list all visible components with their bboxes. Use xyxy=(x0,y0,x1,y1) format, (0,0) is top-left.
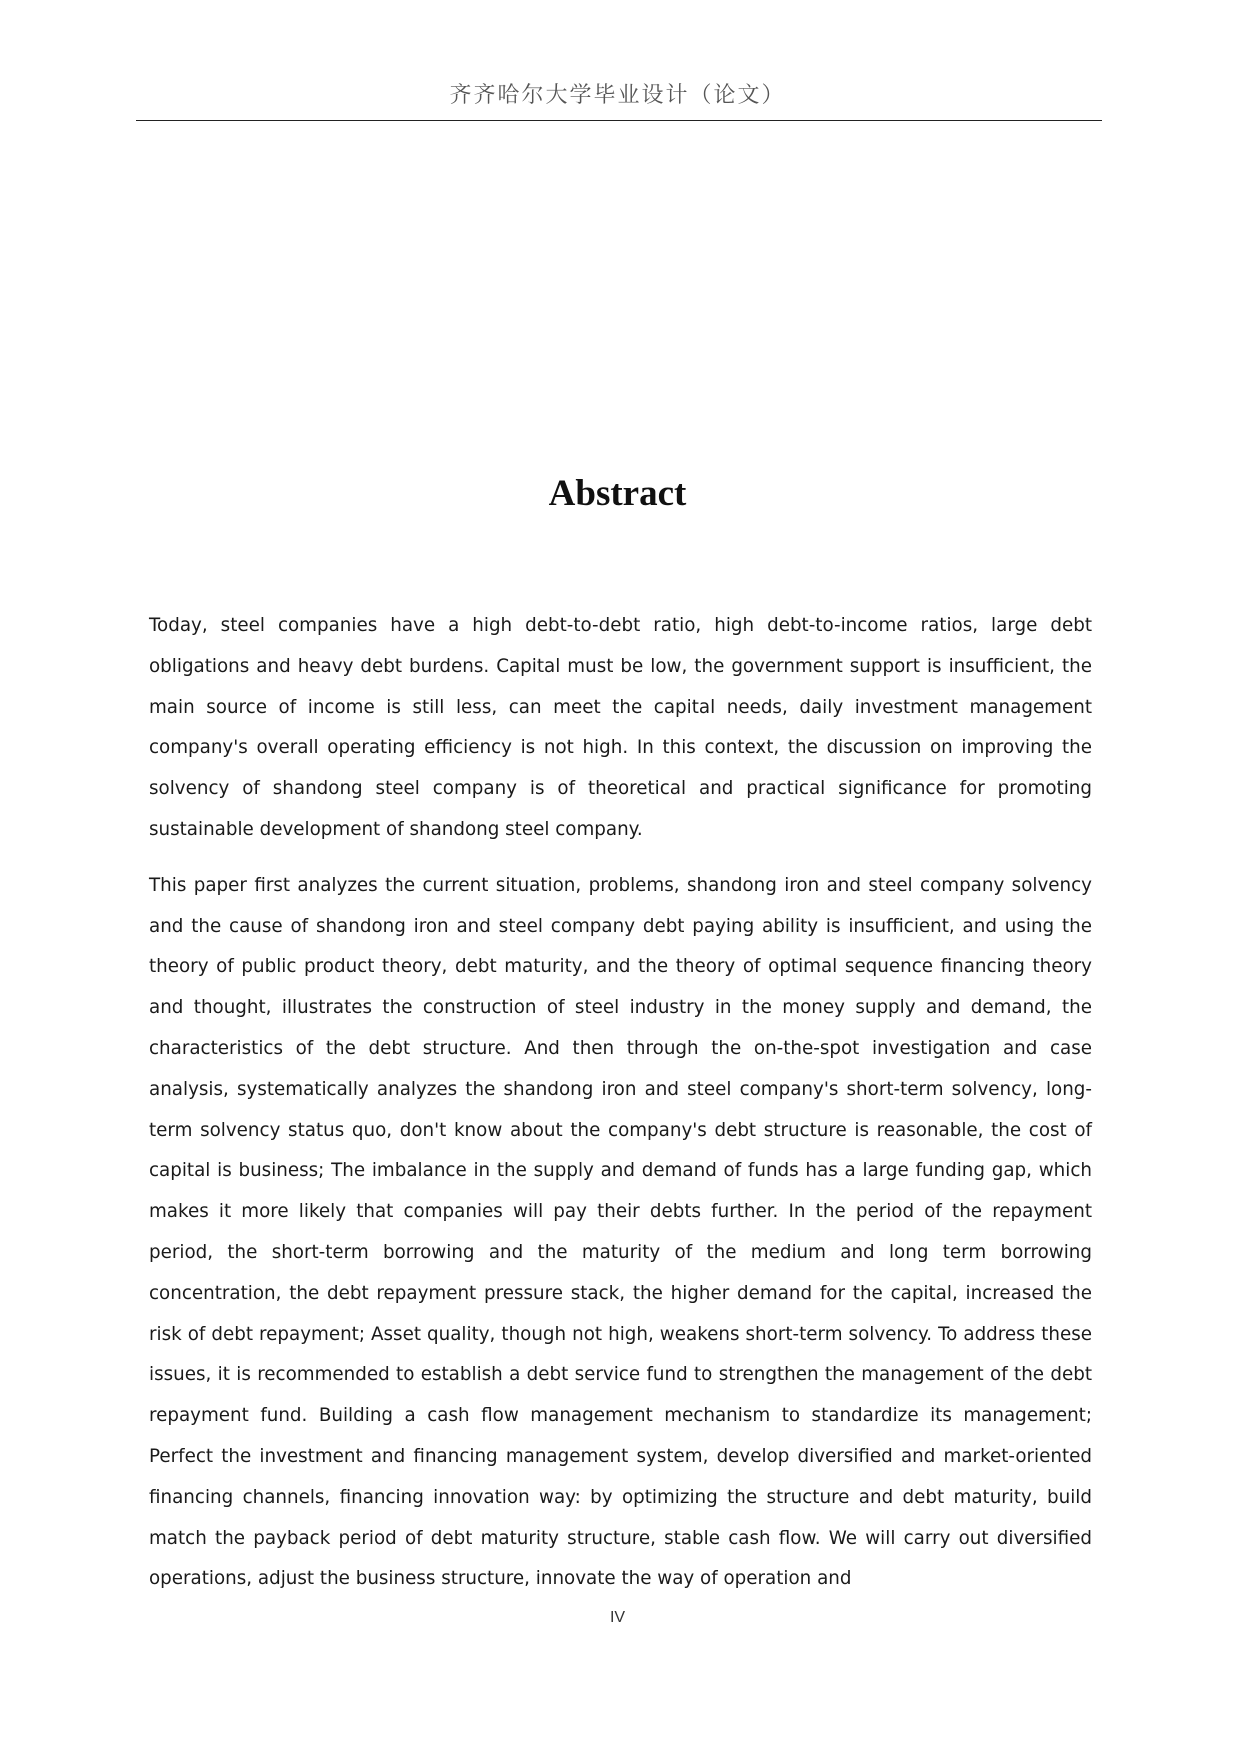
abstract-paragraph-2: This paper first analyzes the current situation, problems, shandong iron and steel company solvency and the cause of shandong iron and steel company debt paying ability is insufficient, and using the theory of public product theory, debt maturity, and the theory of optimal sequence financing theory and thought, illustrates the construction of steel industry in the money supply and demand, the characteristics of the debt structure. And then through the on-the-spot investigation and case analysis, systematically analyzes the shandong iron and steel company's short-term solvency, long-term solvency status quo, don't know about the company's debt structure is reasonable, the cost of capital is business; The imbalance in the supply and demand of funds has a large funding gap, which makes it more likely that companies will pay their debts further. In the period of the repayment period, the short-term borrowing and the maturity of the medium and long term borrowing concentration, the debt repayment pressure stack, the higher demand for the capital, increased the risk of debt repayment; Asset quality, though not high, weakens short-term solvency. To address these issues, it is recommended to establish a debt service fund to strengthen the management of the debt repayment fund. Building a cash flow management mechanism to standardize its management; Perfect the investment and financing management system, develop diversified and market-oriented financing channels, financing innovation way: by optimizing the structure and debt maturity, build match the payback period of debt maturity structure, stable cash flow. We will carry out diversified operations, adjust the business structure, innovate the way of operation and xyxy=(149,874,1092,1590)
abstract-body xyxy=(149,606,1092,1600)
abstract-paragraph-1: Today, steel companies have a high debt-to-debt ratio, high debt-to-income ratios, large debt obligations and heavy debt burdens. Capital must be low, the government support is insufficient, the main source of income is still less, can meet the capital needs, daily investment management company's overall operating efficiency is not high. In this context, the discussion on improving the solvency of shandong steel company is of theoretical and practical significance for promoting sustainable development of shandong steel company. xyxy=(149,615,1092,840)
abstract-heading: Abstract xyxy=(548,473,687,514)
running-header-title: 齐齐哈尔大学毕业设计（论文） xyxy=(449,83,786,108)
header-divider xyxy=(136,120,1102,121)
page-number: IV xyxy=(609,1609,626,1626)
